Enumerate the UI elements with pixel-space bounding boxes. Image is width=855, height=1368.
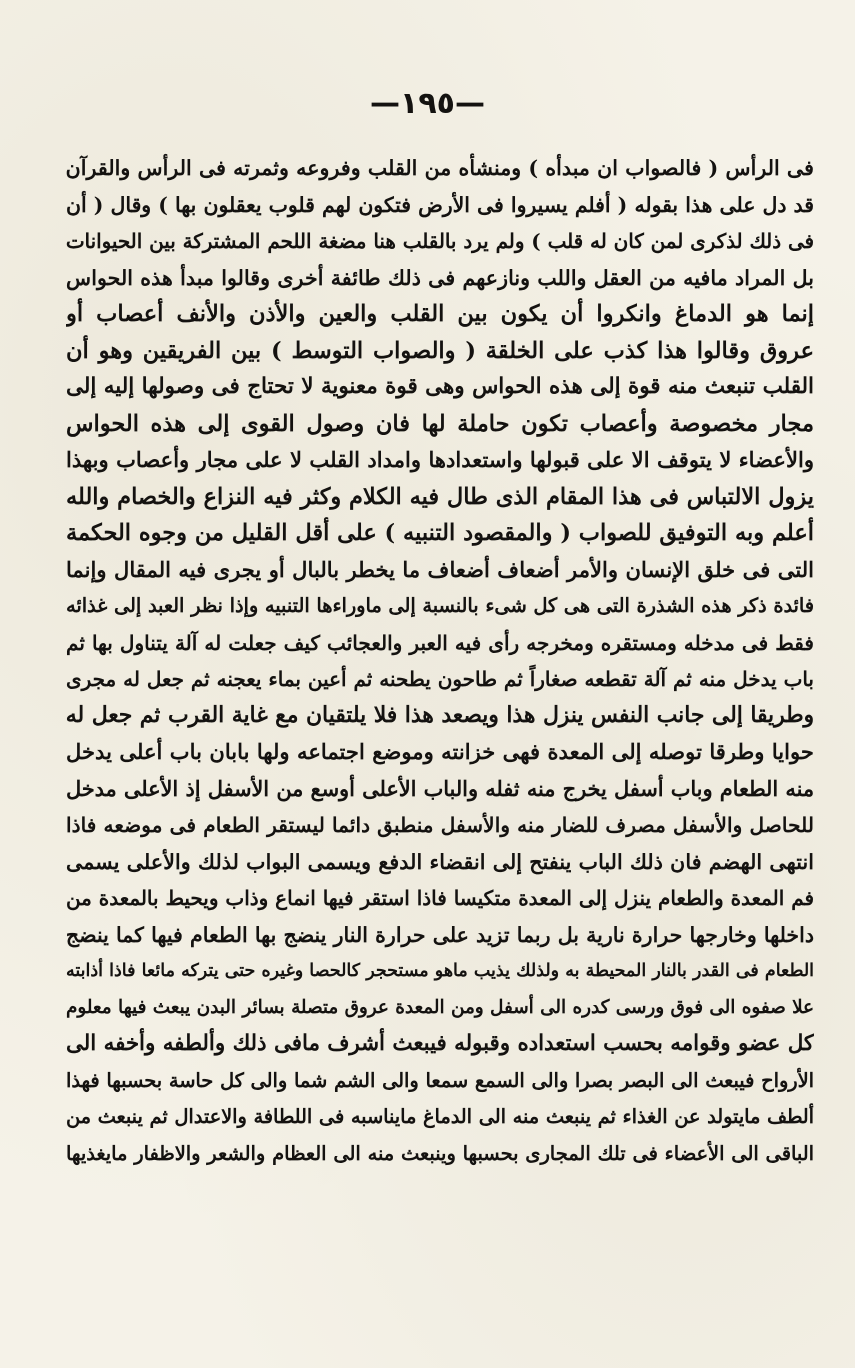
arabic-text-body <box>66 150 814 1172</box>
text-line: بل المراد مافيه من العقل واللب ونازعهم فى ذلك طائفة أخرى وقالوا مبدأ هذه الحواس <box>66 265 814 290</box>
text-line: فى الرأس ( فالصواب ان مبدأه ) ومنشأه من القلب وفروعه وثمرته فى الرأس والقرآن <box>66 156 814 180</box>
text-line: والأعضاء لا يتوقف الا على قبولها واستعدادها وامداد القلب لا على مجار وأعصاب وبهذا <box>66 447 814 472</box>
text-line: الأرواح فيبعث الى البصر بصرا والى السمع سمعا والى الشم شما والى كل حاسة بحسبها فهذا <box>66 1068 814 1092</box>
text-line: فائدة ذكر هذه الشذرة التى هى كل شىء بالنسبة إلى ماوراءها التنبيه وإذا نظر العبد إلى غذائه <box>66 594 814 617</box>
text-line: إنما هو الدماغ وانكروا أن يكون بين القلب والعين والأذن والأنف أعصاب أو <box>66 301 814 327</box>
text-line: وطريقا إلى جانب النفس ينزل هذا ويصعد هذا فلا يلتقيان مع غاية القرب ثم جعل له <box>66 702 814 728</box>
text-line: باب يدخل منه ثم آلة تقطعه صغاراً ثم طاحون يطحنه ثم أعين بماء يعجنه ثم جعل له مجرى <box>66 667 814 691</box>
text-line: للحاصل والأسفل مصرف للضار منه والأسفل منطبق دائما ليستقر الطعام فى موضعه فاذا <box>66 813 814 837</box>
page-number: —١٩٥— <box>370 86 485 121</box>
text-line: أعلم وبه التوفيق للصواب ( والمقصود التنبيه ) على أقل القليل من وجوه الحكمة <box>66 520 814 546</box>
text-line: منه الطعام وباب أسفل يخرج منه ثفله والباب الأعلى أوسع من الأسفل إذ الأعلى مدخل <box>66 775 814 801</box>
text-line: الباقى الى الأعضاء فى تلك المجارى بحسبها وينبعث منه الى العظام والشعر والاظفار مايغذيها <box>66 1141 814 1165</box>
text-line: كل عضو وقوامه بحسب استعداده وقبوله فيبعث أشرف مافى ذلك وألطفه وأخفه الى <box>66 1031 814 1056</box>
text-line: قد دل على هذا بقوله ( أفلم يسيروا فى الأرض فتكون لهم قلوب يعقلون بها ) وقال ( أن <box>66 192 814 217</box>
text-line: ألطف مايتولد عن الغذاء ثم ينبعث منه الى الدماغ مايناسبه فى اللطافة والاعتدال ثم ينبعث من <box>66 1105 814 1128</box>
text-line: فى ذلك لذكرى لمن كان له قلب ) ولم يرد بالقلب هنا مضغة اللحم المشتركة بين الحيوانات <box>66 229 814 253</box>
text-line: فقط فى مدخله ومستقره ومخرجه رأى فيه العبر والعجائب كيف جعلت له آلة يتناول بها ثم <box>66 630 814 655</box>
text-line: حوايا وطرقا توصله إلى المعدة فهى خزانته وموضع اجتماعه ولها بابان باب أعلى يدخل <box>66 739 814 764</box>
text-line: علا صفوه الى فوق ورسى كدره الى أسفل ومن المعدة عروق متصلة بسائر البدن يبعث فيها معلوم <box>66 996 814 1018</box>
text-line: يزول الالتباس فى هذا المقام الذى طال فيه الكلام وكثر فيه النزاع والخصام والله <box>66 483 814 510</box>
text-line: انتهى الهضم فان ذلك الباب ينفتح إلى انقضاء الدفع ويسمى البواب لذلك والأعلى يسمى <box>66 849 814 874</box>
text-line: عروق وقالوا هذا كذب على الخلقة ( والصواب التوسط ) بين الفريقين وهو أن <box>66 337 814 364</box>
text-line: فم المعدة والطعام ينزل إلى المعدة متكيسا فاذا استقر فيها انماع وذاب ويحيط بالمعدة من <box>66 886 814 910</box>
text-line: التى فى خلق الإنسان والأمر أضعاف أضعاف ما يخطر بالبال أو يجرى فيه المقال وإنما <box>66 556 814 582</box>
text-line: مجار مخصوصة وأعصاب تكون حاملة لها فان وصول القوى إلى هذه الحواس <box>66 410 814 437</box>
text-line: الطعام فى القدر بالنار المحيطة به ولذلك يذيب ماهو مستحجر كالحصا وغيره حتى يتركه مائعا فاذا أذابته <box>66 961 814 981</box>
text-line: داخلها وخارجها حرارة نارية بل ربما تزيد على حرارة النار ينضج بها الطعام فيها كما ينضج <box>66 922 814 947</box>
text-line: القلب تنبعث منه قوة إلى هذه الحواس وهى قوة معنوية لا تحتاج فى وصولها إليه إلى <box>66 374 814 399</box>
